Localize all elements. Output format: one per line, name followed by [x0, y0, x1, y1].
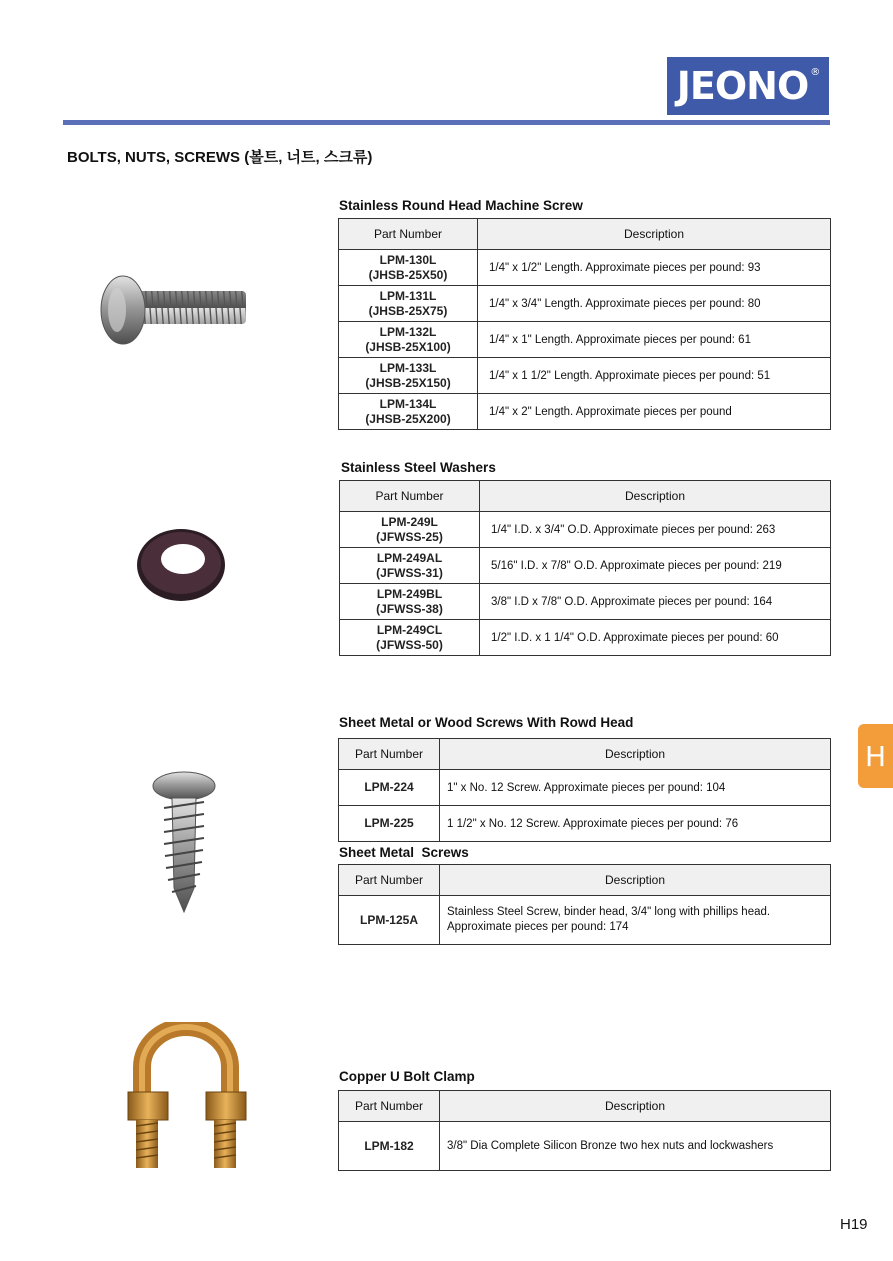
- alt-part-number: (JHSB-25X50): [368, 267, 448, 282]
- section-title: Sheet Metal or Wood Screws With Rowd Head: [339, 715, 634, 730]
- part-number-cell: LPM-125A: [339, 896, 440, 945]
- section-title: Copper U Bolt Clamp: [339, 1069, 475, 1084]
- spec-table: [338, 1090, 831, 1171]
- column-header-part: Part Number: [339, 1091, 440, 1122]
- alt-part-number: (JHSB-25X150): [365, 375, 451, 390]
- table-row: [339, 358, 831, 394]
- table-row: [339, 806, 831, 842]
- description-cell: 3/8" I.D x 7/8" O.D. Approximate pieces per pound: 164: [480, 584, 831, 620]
- part-number: LPM-249BL: [376, 586, 443, 601]
- table-row: [340, 512, 831, 548]
- spec-table: [338, 864, 831, 945]
- table-header-row: [339, 219, 831, 250]
- column-header-description: Description: [480, 481, 831, 512]
- part-number-cell: [339, 286, 478, 322]
- description-cell: [440, 896, 831, 945]
- description-cell: 1/4" x 1" Length. Approximate pieces per pound: 61: [478, 322, 831, 358]
- brand-name: JEONO: [676, 64, 809, 108]
- part-number: LPM-249CL: [376, 622, 443, 637]
- part-number: LPM-132L: [379, 324, 437, 339]
- table-header-row: [339, 865, 831, 896]
- alt-part-number: (JFWSS-38): [376, 601, 443, 616]
- description-cell: 5/16" I.D. x 7/8" O.D. Approximate pieces per pound: 219: [480, 548, 831, 584]
- table-row: [339, 770, 831, 806]
- page-title: BOLTS, NUTS, SCREWS (볼트, 너트, 스크류): [67, 149, 373, 166]
- description-cell: 1 1/2" x No. 12 Screw. Approximate pieces per pound: 76: [440, 806, 831, 842]
- alt-part-number: (JHSB-25X100): [365, 339, 451, 354]
- part-number-cell: [339, 358, 478, 394]
- column-header-description: Description: [440, 1091, 831, 1122]
- part-number: LPM-249AL: [376, 550, 443, 565]
- table-row: [339, 250, 831, 286]
- description-cell: 1/4" I.D. x 3/4" O.D. Approximate pieces per pound: 263: [480, 512, 831, 548]
- part-number: LPM-130L: [379, 252, 437, 267]
- section-title: Sheet Metal Screws: [339, 845, 469, 860]
- part-number: LPM-249L: [381, 514, 438, 529]
- column-header-description: Description: [478, 219, 831, 250]
- table-row: [339, 896, 831, 945]
- brand-logo: [667, 57, 829, 115]
- description-line: Approximate pieces per pound: 174: [447, 921, 629, 933]
- description-cell: 1/4" x 1 1/2" Length. Approximate pieces per pound: 51: [478, 358, 831, 394]
- part-number-cell: [339, 394, 478, 430]
- part-number-cell: [339, 322, 478, 358]
- washer-image: [133, 525, 229, 605]
- section-title: Stainless Steel Washers: [341, 460, 496, 475]
- alt-part-number: (JFWSS-31): [376, 565, 443, 580]
- column-header-part: Part Number: [339, 865, 440, 896]
- description-cell: 1/4" x 3/4" Length. Approximate pieces per pound: 80: [478, 286, 831, 322]
- part-number: LPM-133L: [379, 360, 437, 375]
- column-header-description: Description: [440, 739, 831, 770]
- machine-screw-image: [95, 268, 255, 353]
- registered-mark: ®: [810, 67, 820, 78]
- part-number-cell: [340, 512, 480, 548]
- table-header-row: [339, 739, 831, 770]
- alt-part-number: (JHSB-25X200): [365, 411, 451, 426]
- alt-part-number: (JFWSS-25): [376, 529, 443, 544]
- part-number-cell: LPM-182: [339, 1122, 440, 1171]
- table-row: [340, 548, 831, 584]
- spec-table: [338, 738, 831, 842]
- column-header-part: Part Number: [339, 219, 478, 250]
- u-bolt-image: [122, 1022, 252, 1172]
- part-number-cell: [340, 548, 480, 584]
- description-cell: 1/4" x 2" Length. Approximate pieces per pound: [478, 394, 831, 430]
- description-cell: 1" x No. 12 Screw. Approximate pieces per pound: 104: [440, 770, 831, 806]
- table-header-row: [340, 481, 831, 512]
- table-header-row: [339, 1091, 831, 1122]
- spec-table: [339, 480, 831, 656]
- description-cell: 1/2" I.D. x 1 1/4" O.D. Approximate pieces per pound: 60: [480, 620, 831, 656]
- part-number-cell: [340, 620, 480, 656]
- table-row: [340, 584, 831, 620]
- column-header-part: Part Number: [339, 739, 440, 770]
- column-header-description: Description: [440, 865, 831, 896]
- table-row: [339, 286, 831, 322]
- section-tab-h: H: [858, 724, 893, 788]
- table-row: [340, 620, 831, 656]
- part-number-cell: LPM-224: [339, 770, 440, 806]
- table-row: [339, 1122, 831, 1171]
- part-number: LPM-131L: [379, 288, 437, 303]
- header-rule: [63, 120, 830, 125]
- description-cell: 1/4" x 1/2" Length. Approximate pieces per pound: 93: [478, 250, 831, 286]
- table-row: [339, 322, 831, 358]
- section-title: Stainless Round Head Machine Screw: [339, 198, 583, 213]
- part-number-cell: [339, 250, 478, 286]
- part-number-cell: LPM-225: [339, 806, 440, 842]
- alt-part-number: (JFWSS-50): [376, 637, 443, 652]
- spec-table: [338, 218, 831, 430]
- page-number: H19: [840, 1216, 868, 1233]
- wood-screw-image: [150, 770, 220, 915]
- alt-part-number: (JHSB-25X75): [368, 303, 448, 318]
- part-number-cell: [340, 584, 480, 620]
- description-line: Stainless Steel Screw, binder head, 3/4" long with phillips head.: [447, 906, 771, 918]
- column-header-part: Part Number: [340, 481, 480, 512]
- part-number: LPM-134L: [379, 396, 437, 411]
- description-cell: 3/8" Dia Complete Silicon Bronze two hex nuts and lockwashers: [440, 1122, 831, 1171]
- table-row: [339, 394, 831, 430]
